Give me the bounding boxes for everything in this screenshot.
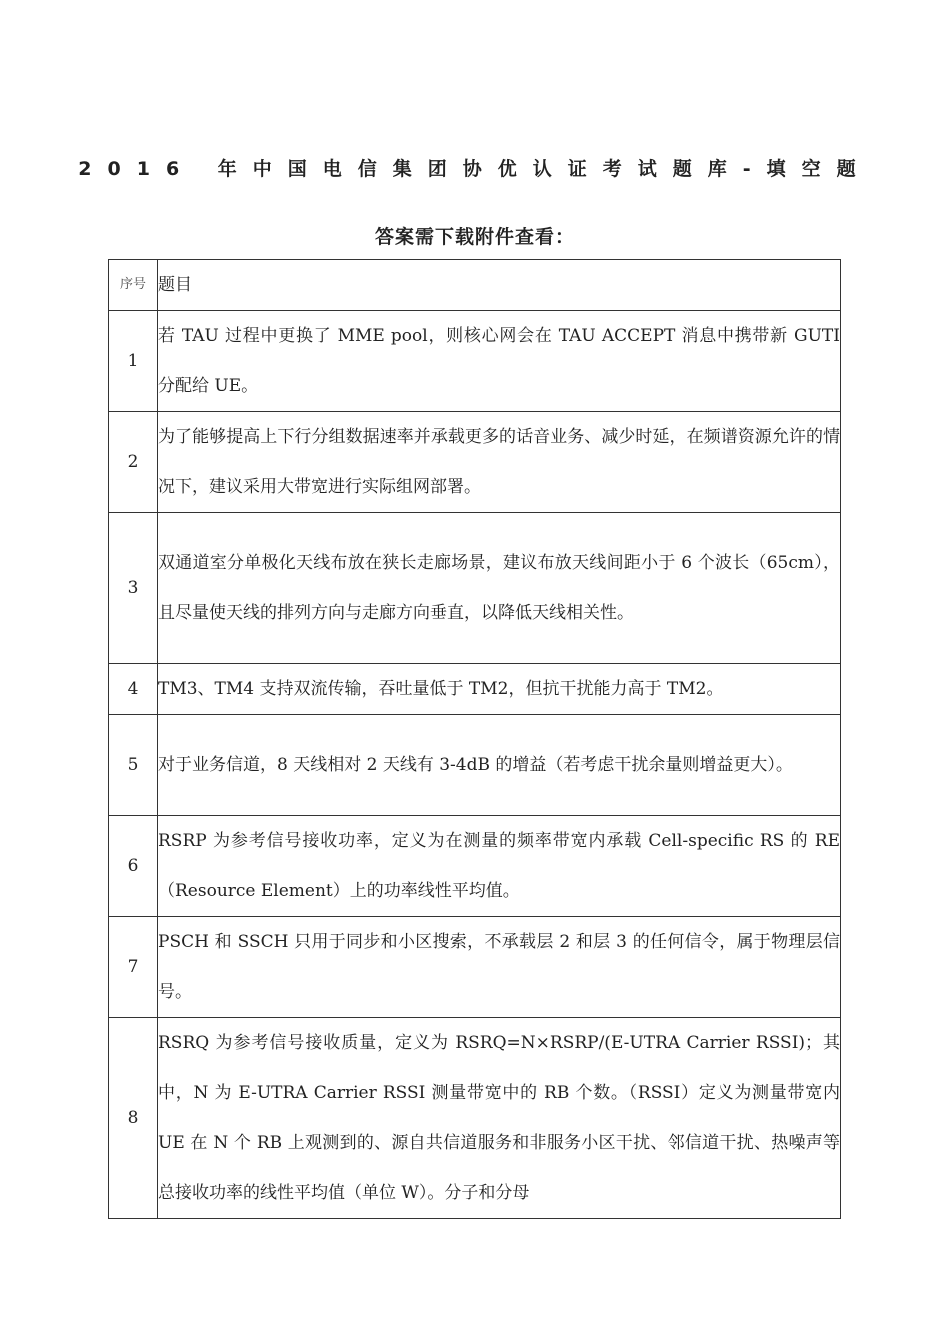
header-question: 题目 bbox=[158, 260, 841, 311]
table-row bbox=[109, 917, 841, 1018]
table-row bbox=[109, 816, 841, 917]
table-row bbox=[109, 311, 841, 412]
row-question: RSRP 为参考信号接收功率，定义为在测量的频率带宽内承载 Cell-specific RS 的 RE（Resource Element）上的功率线性平均值。 bbox=[158, 816, 841, 917]
document-subtitle: 答案需下载附件查看： bbox=[374, 226, 575, 248]
row-number: 5 bbox=[109, 715, 158, 816]
document-title: 2016 年中国电信集团协优认证考试题库-填空题 bbox=[78, 158, 872, 180]
row-number: 3 bbox=[109, 513, 158, 664]
table-header-row bbox=[109, 260, 841, 311]
row-question: PSCH 和 SSCH 只用于同步和小区搜索，不承载层 2 和层 3 的任何信令，属于物理层信号。 bbox=[158, 917, 841, 1018]
row-question: 双通道室分单极化天线布放在狭长走廊场景，建议布放天线间距小于 6 个波长（65cm），且尽量使天线的排列方向与走廊方向垂直，以降低天线相关性。 bbox=[158, 513, 841, 664]
row-question: TM3、TM4 支持双流传输，吞吐量低于 TM2，但抗干扰能力高于 TM2。 bbox=[158, 664, 841, 715]
table-row bbox=[109, 715, 841, 816]
row-number: 2 bbox=[109, 412, 158, 513]
table-row bbox=[109, 412, 841, 513]
table-row bbox=[109, 513, 841, 664]
row-number: 6 bbox=[109, 816, 158, 917]
question-table bbox=[108, 259, 841, 1219]
row-question: 对于业务信道，8 天线相对 2 天线有 3-4dB 的增益（若考虑干扰余量则增益更大）。 bbox=[158, 715, 841, 816]
table-row bbox=[109, 1018, 841, 1219]
row-number: 8 bbox=[109, 1018, 158, 1219]
table-row bbox=[109, 664, 841, 715]
row-number: 7 bbox=[109, 917, 158, 1018]
row-number: 4 bbox=[109, 664, 158, 715]
header-number: 序号 bbox=[109, 260, 158, 311]
row-question: 为了能够提高上下行分组数据速率并承载更多的话音业务、减少时延，在频谱资源允许的情况下，建议采用大带宽进行实际组网部署。 bbox=[158, 412, 841, 513]
row-question: RSRQ 为参考信号接收质量，定义为 RSRQ=N×RSRP/(E-UTRA Carrier RSSI)；其中，N 为 E-UTRA Carrier RSSI 测量带宽中的 RB 个数。（RSSI）定义为测量带宽内 UE 在 N 个 RB 上观测到的、源自共信道服务和非服务小区干扰、邻信道干扰、热噪声等总接收功率的线性平均值（单位 W）。分子和分母 bbox=[158, 1018, 841, 1219]
row-number: 1 bbox=[109, 311, 158, 412]
row-question: 若 TAU 过程中更换了 MME pool，则核心网会在 TAU ACCEPT 消息中携带新 GUTI 分配给 UE。 bbox=[158, 311, 841, 412]
